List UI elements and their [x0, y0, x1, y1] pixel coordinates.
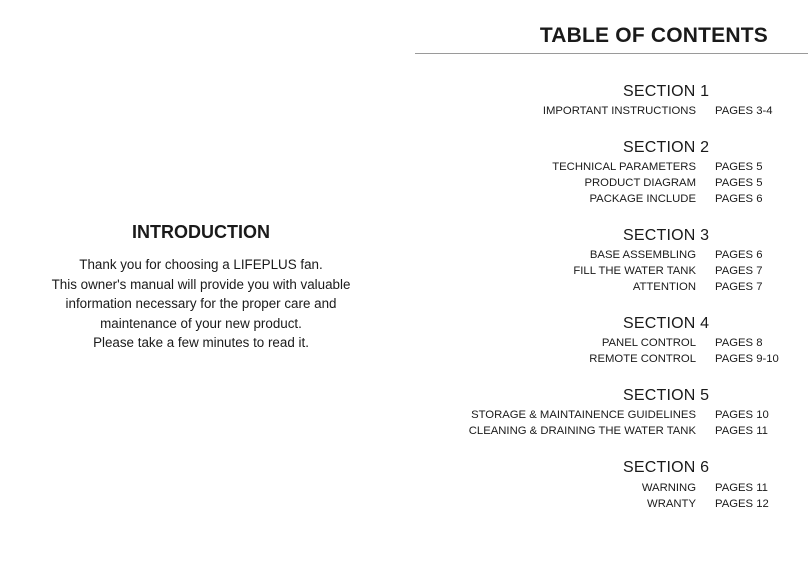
- toc-entry-pages: PAGES 7: [715, 281, 763, 293]
- section-1-heading: SECTION 1: [623, 83, 710, 100]
- section-6-heading: SECTION 6: [623, 459, 710, 476]
- toc-entry: [0, 281, 808, 297]
- toc-entry-pages: PAGES 6: [715, 249, 763, 261]
- toc-entry: [0, 482, 808, 498]
- toc-entry: [0, 193, 808, 209]
- toc-entry: [0, 409, 808, 425]
- toc-entry-name: REMOTE CONTROL: [589, 353, 696, 365]
- section-2-heading: SECTION 2: [623, 139, 710, 156]
- toc-entry-pages: PAGES 10: [715, 409, 769, 421]
- toc-entry-name: TECHNICAL PARAMETERS: [552, 161, 696, 173]
- toc-entry-name: STORAGE & MAINTAINENCE GUIDELINES: [471, 409, 696, 421]
- toc-entry-name: IMPORTANT INSTRUCTIONS: [542, 105, 696, 117]
- introduction-title: INTRODUCTION: [132, 222, 270, 242]
- toc-entry-name: WARNING: [641, 482, 696, 494]
- toc-entry: [0, 353, 808, 369]
- toc-entry-name: CLEANING & DRAINING THE WATER TANK: [468, 425, 696, 437]
- toc-entry-pages: PAGES 6: [715, 193, 763, 205]
- introduction-line: maintenance of your new product.: [100, 315, 302, 331]
- toc-entry: [0, 425, 808, 441]
- toc-entry-pages: PAGES 12: [715, 498, 769, 510]
- toc-entry-name: ATTENTION: [632, 281, 696, 293]
- toc-entry: [0, 249, 808, 265]
- toc-entry-pages: PAGES 5: [715, 177, 763, 189]
- toc-entry-name: PANEL CONTROL: [601, 337, 696, 349]
- toc-entry: [0, 177, 808, 193]
- toc-entry-pages: PAGES 5: [715, 161, 763, 173]
- toc-entry: [0, 161, 808, 177]
- toc-title: TABLE OF CONTENTS: [539, 24, 768, 47]
- section-4-heading: SECTION 4: [623, 315, 710, 332]
- introduction-line: Thank you for choosing a LIFEPLUS fan.: [79, 257, 323, 272]
- introduction-line: information necessary for the proper care and: [65, 296, 337, 311]
- toc-entry-name: BASE ASSEMBLING: [589, 249, 696, 261]
- toc-entry-name: PRODUCT DIAGRAM: [584, 177, 696, 189]
- toc-entry-pages: PAGES 7: [715, 265, 763, 277]
- toc-entry-name: FILL THE WATER TANK: [573, 265, 696, 277]
- toc-entry-name: PACKAGE INCLUDE: [589, 193, 696, 205]
- toc-entry-pages: PAGES 9-10: [715, 353, 779, 365]
- toc-entry: [0, 105, 808, 121]
- section-3-heading: SECTION 3: [623, 227, 710, 244]
- introduction-line: This owner's manual will provide you with valuable: [51, 276, 351, 292]
- toc-entry: [0, 498, 808, 514]
- section-5-heading: SECTION 5: [623, 387, 710, 404]
- toc-entry-name: WRANTY: [647, 498, 696, 510]
- toc-entry-pages: PAGES 11: [715, 482, 768, 494]
- introduction-line: Please take a few minutes to read it.: [93, 335, 309, 350]
- toc-entry-pages: PAGES 8: [715, 337, 763, 349]
- toc-entry: [0, 265, 808, 281]
- toc-entry: [0, 337, 808, 353]
- toc-entry-pages: PAGES 11: [715, 425, 768, 437]
- toc-entry-pages: PAGES 3-4: [715, 105, 773, 117]
